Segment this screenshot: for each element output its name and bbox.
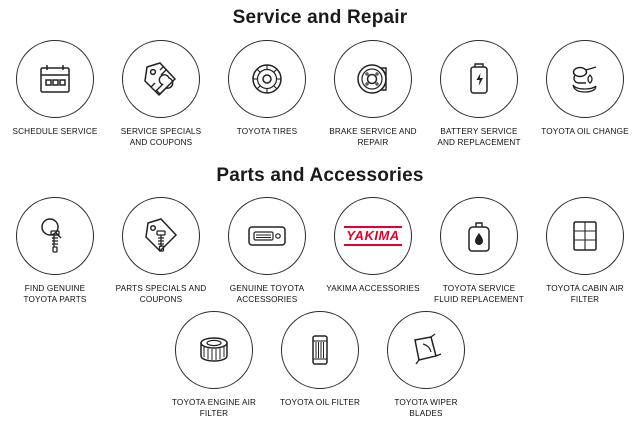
tile-icon-circle [334, 40, 412, 118]
tile-yakima-accessories[interactable] [320, 197, 426, 294]
tile-label: BRAKE SERVICE AND REPAIR [329, 127, 417, 147]
tile-icon-circle [546, 197, 624, 275]
tile-label: TOYOTA TIRES [236, 127, 298, 136]
tile-label: GENUINE TOYOTA ACCESSORIES [229, 284, 305, 304]
oil-can-pour-icon [562, 59, 608, 99]
page-title-service-and-repair: Service and Repair [232, 7, 408, 28]
tile-icon-circle [16, 197, 94, 275]
tile-toyota-cabin-air-filter[interactable] [532, 197, 638, 305]
tile-label: BATTERY SERVICE AND REPLACEMENT [437, 127, 521, 147]
magnifier-shock-icon [33, 214, 77, 258]
tile-parts-specials-and-coupons[interactable] [108, 197, 214, 305]
tile-icon-circle [122, 197, 200, 275]
parts-and-accessories-tile-row-2 [0, 311, 640, 419]
tile-toyota-service-fluid-replacement[interactable] [426, 197, 532, 305]
accessory-box-icon [244, 219, 290, 253]
tile-brake-service-and-repair[interactable] [320, 40, 426, 148]
tile-toyota-wiper-blades[interactable] [373, 311, 479, 419]
engine-air-filter-icon [192, 332, 236, 368]
wiper-blades-icon [405, 330, 447, 370]
tile-toyota-oil-change[interactable] [532, 40, 638, 137]
service-parts-landing [0, 7, 640, 438]
brake-rotor-icon [351, 57, 395, 101]
tile-toyota-tires[interactable] [214, 40, 320, 137]
calendar-icon [35, 59, 75, 99]
tile-battery-service-and-replacement[interactable] [426, 40, 532, 148]
tile-toyota-oil-filter[interactable] [267, 311, 373, 408]
tile-label: TOYOTA CABIN AIR FILTER [546, 284, 624, 304]
service-and-repair-tile-row [0, 40, 640, 148]
tile-label: FIND GENUINE TOYOTA PARTS [23, 284, 87, 304]
tile-find-genuine-toyota-parts[interactable] [2, 197, 108, 305]
tag-shock-icon [139, 214, 183, 258]
oil-filter-icon [303, 329, 337, 371]
tile-icon-circle [546, 40, 624, 118]
parts-and-accessories-tile-row-1 [0, 197, 640, 305]
tile-icon-circle [440, 197, 518, 275]
tile-label: TOYOTA WIPER BLADES [394, 398, 458, 418]
yakima-logo: YAKIMA [344, 226, 401, 246]
tile-icon-circle [122, 40, 200, 118]
tile-label: TOYOTA OIL CHANGE [541, 127, 629, 136]
tile-label: TOYOTA SERVICE FLUID REPLACEMENT [434, 284, 524, 304]
battery-icon [459, 59, 499, 99]
tile-icon-circle [440, 40, 518, 118]
tile-toyota-engine-air-filter[interactable] [161, 311, 267, 419]
cabin-air-filter-icon [566, 215, 604, 257]
tile-label: SCHEDULE SERVICE [12, 127, 98, 136]
tire-icon [247, 59, 287, 99]
tile-icon-circle [387, 311, 465, 389]
tag-wrench-icon [139, 57, 183, 101]
tile-icon-circle [228, 40, 306, 118]
tile-schedule-service[interactable] [2, 40, 108, 137]
tile-label: TOYOTA ENGINE AIR FILTER [171, 398, 257, 418]
tile-icon-circle [16, 40, 94, 118]
tile-icon-circle [334, 197, 412, 275]
tile-label: SERVICE SPECIALS AND COUPONS [120, 127, 202, 147]
tile-icon-circle [175, 311, 253, 389]
tile-genuine-toyota-accessories[interactable] [214, 197, 320, 305]
tile-icon-circle [281, 311, 359, 389]
fluid-jug-icon [459, 215, 499, 257]
tile-label: TOYOTA OIL FILTER [279, 398, 361, 407]
tile-label: PARTS SPECIALS AND COUPONS [115, 284, 207, 304]
tile-icon-circle [228, 197, 306, 275]
tile-service-specials-and-coupons[interactable] [108, 40, 214, 148]
tile-label: YAKIMA ACCESSORIES [326, 284, 420, 293]
page-title-parts-and-accessories: Parts and Accessories [216, 165, 424, 186]
